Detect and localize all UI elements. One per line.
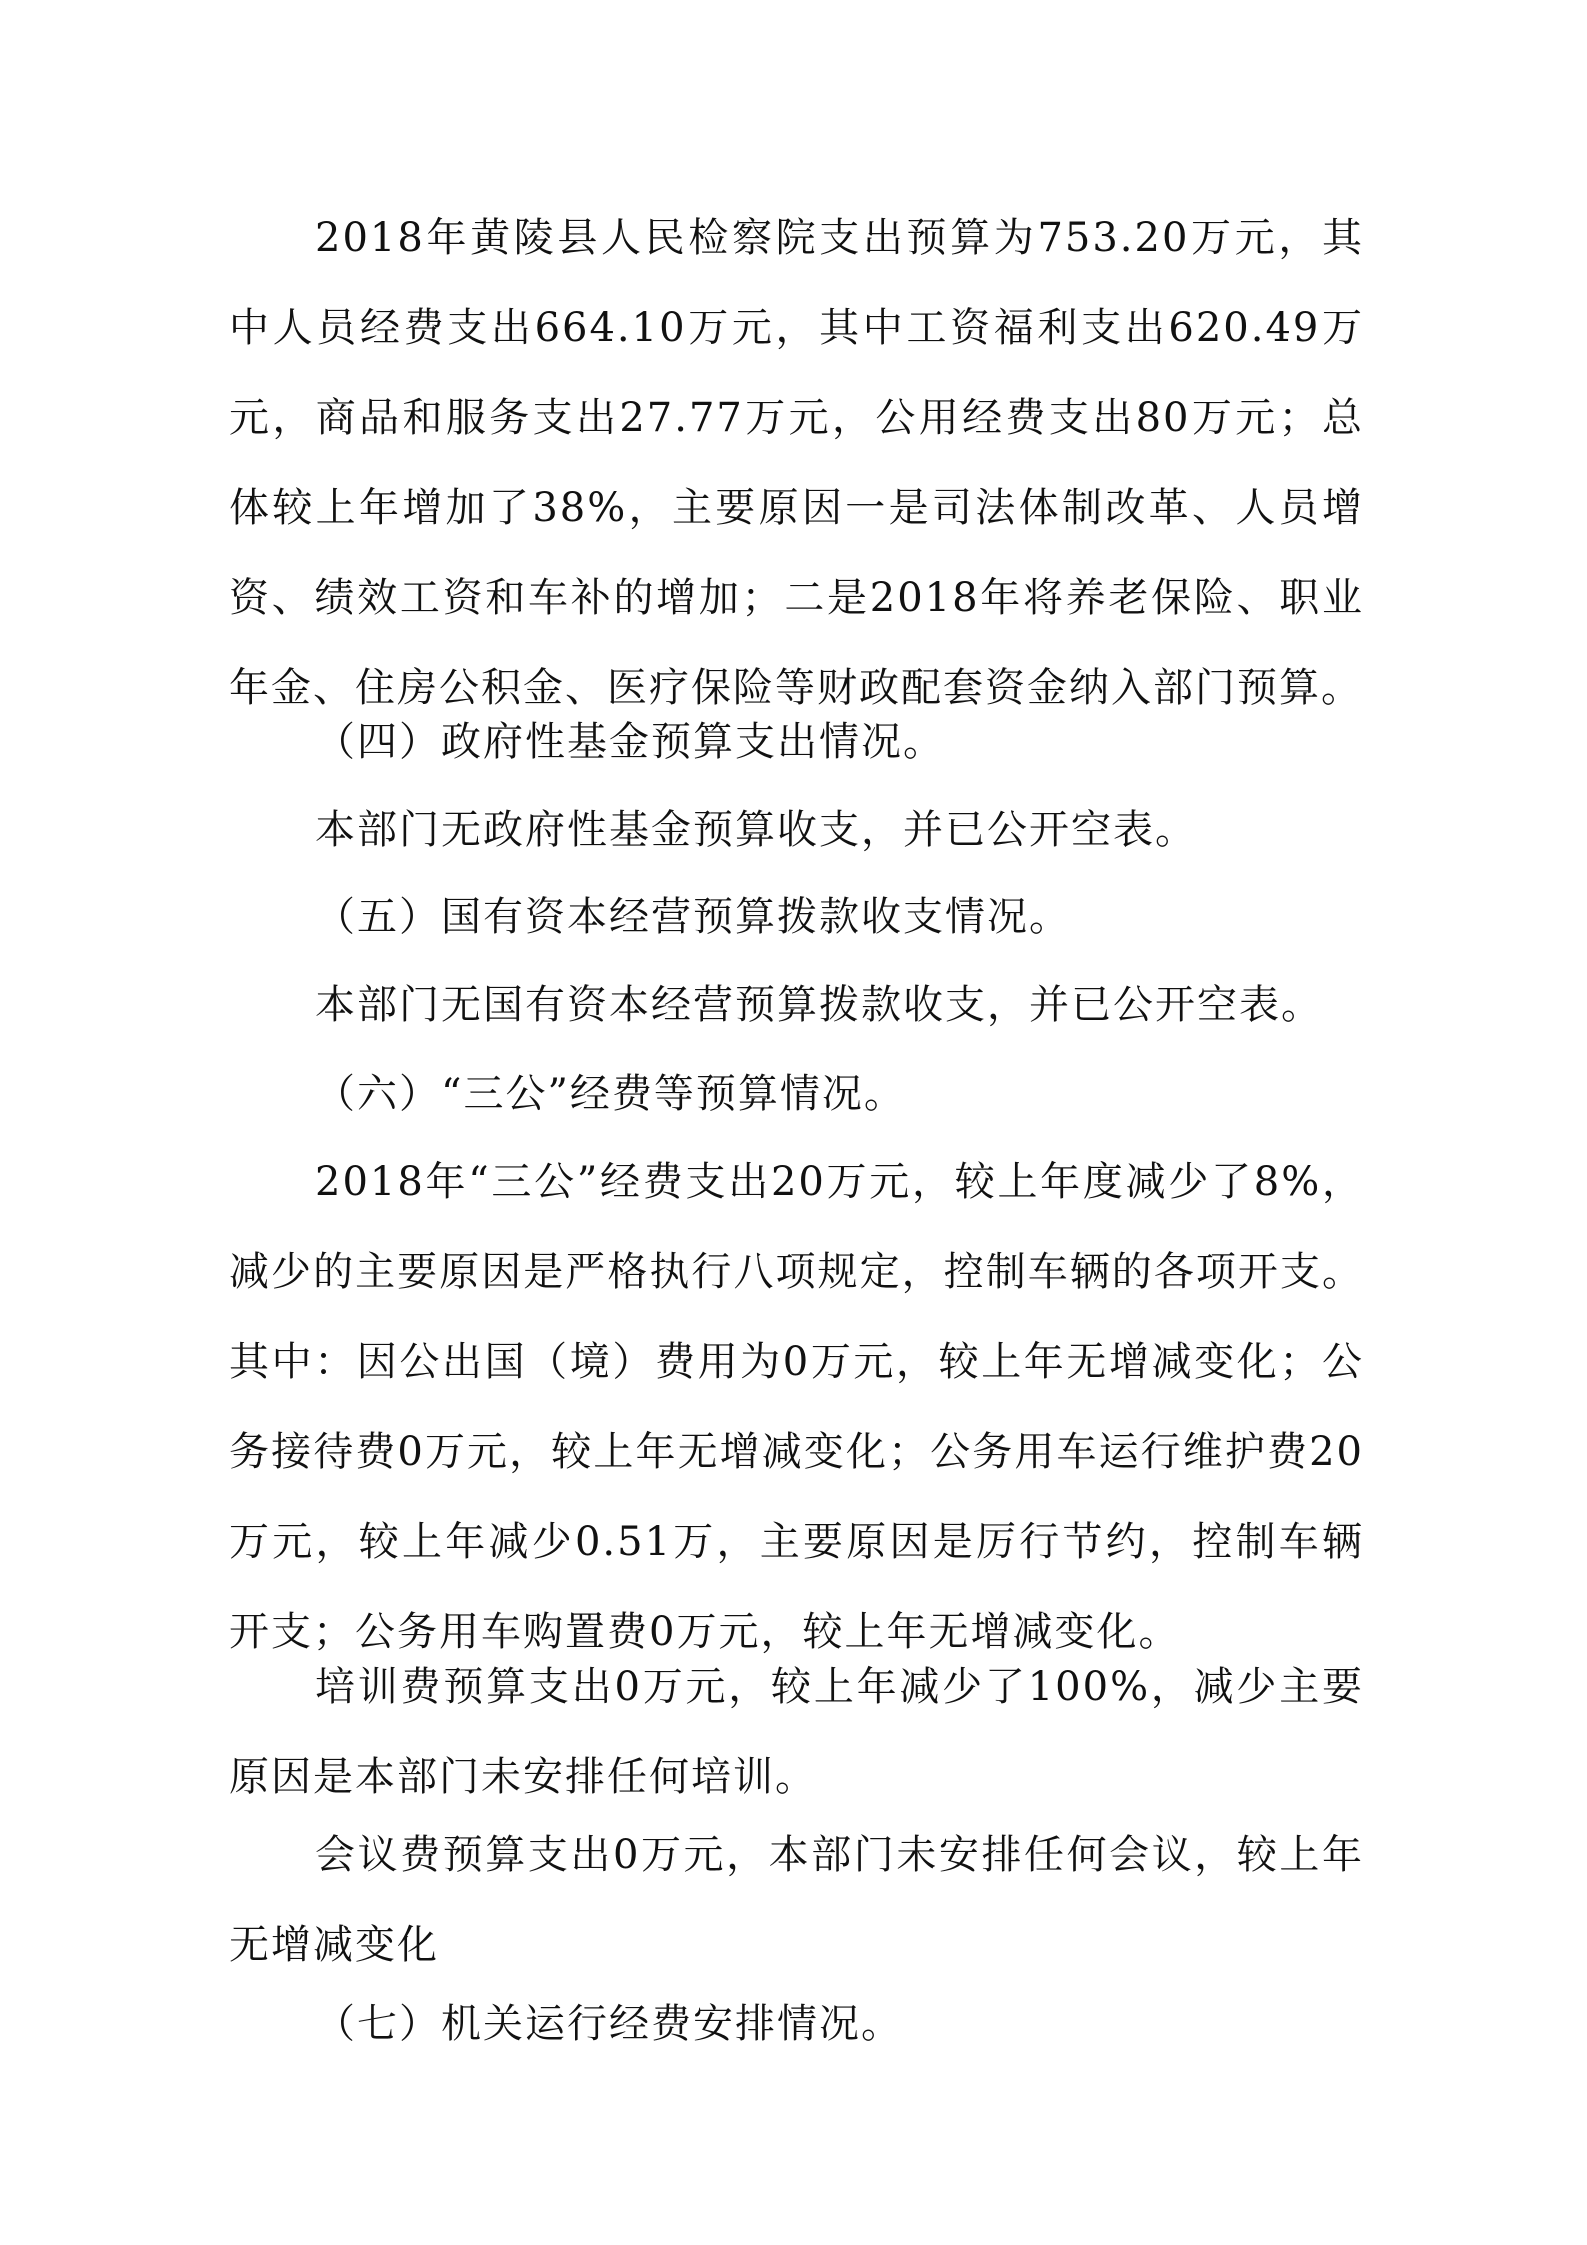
paragraph-three-public: 2018年“三公”经费支出20万元，较上年度减少了8%，减少的主要原因是严格执行八项规定，控制车辆的各项开支。其中：因公出国（境）费用为0万元，较上年无增减变化；公务接待费0万元，较上年无增减变化；公务用车运行维护费20万元，较上年减少0.51万，主要原因是厉行节约，控制车辆开支；公务用车购置费0万元，较上年无增减变化。 [229, 1159, 1364, 1655]
section-heading-three-public: （六）“三公”经费等预算情况。 [315, 1071, 906, 1117]
section-heading-state-capital: （五）国有资本经营预算拨款收支情况。 [315, 894, 1071, 940]
section-heading-operating-cost: （七）机关运行经费安排情况。 [315, 2001, 903, 2047]
section-heading-government-fund: （四）政府性基金预算支出情况。 [315, 719, 945, 765]
paragraph-meeting-fee: 会议费预算支出0万元，本部门未安排任何会议，较上年无增减变化 [229, 1832, 1364, 1968]
paragraph-government-fund: 本部门无政府性基金预算收支，并已公开空表。 [315, 807, 1197, 853]
paragraph-state-capital: 本部门无国有资本经营预算拨款收支，并已公开空表。 [315, 982, 1323, 1028]
paragraph-training-fee: 培训费预算支出0万元，较上年减少了100%，减少主要原因是本部门未安排任何培训。 [229, 1664, 1364, 1800]
paragraph-budget-summary: 2018年黄陵县人民检察院支出预算为753.20万元，其中人员经费支出664.10万元，其中工资福利支出620.49万元，商品和服务支出27.77万元，公用经费支出80万元；总体较上年增加了38%，主要原因一是司法体制改革、人员增资、绩效工资和车补的增加；二是2018年将养老保险、职业年金、住房公积金、医疗保险等财政配套资金纳入部门预算。 [229, 215, 1364, 711]
